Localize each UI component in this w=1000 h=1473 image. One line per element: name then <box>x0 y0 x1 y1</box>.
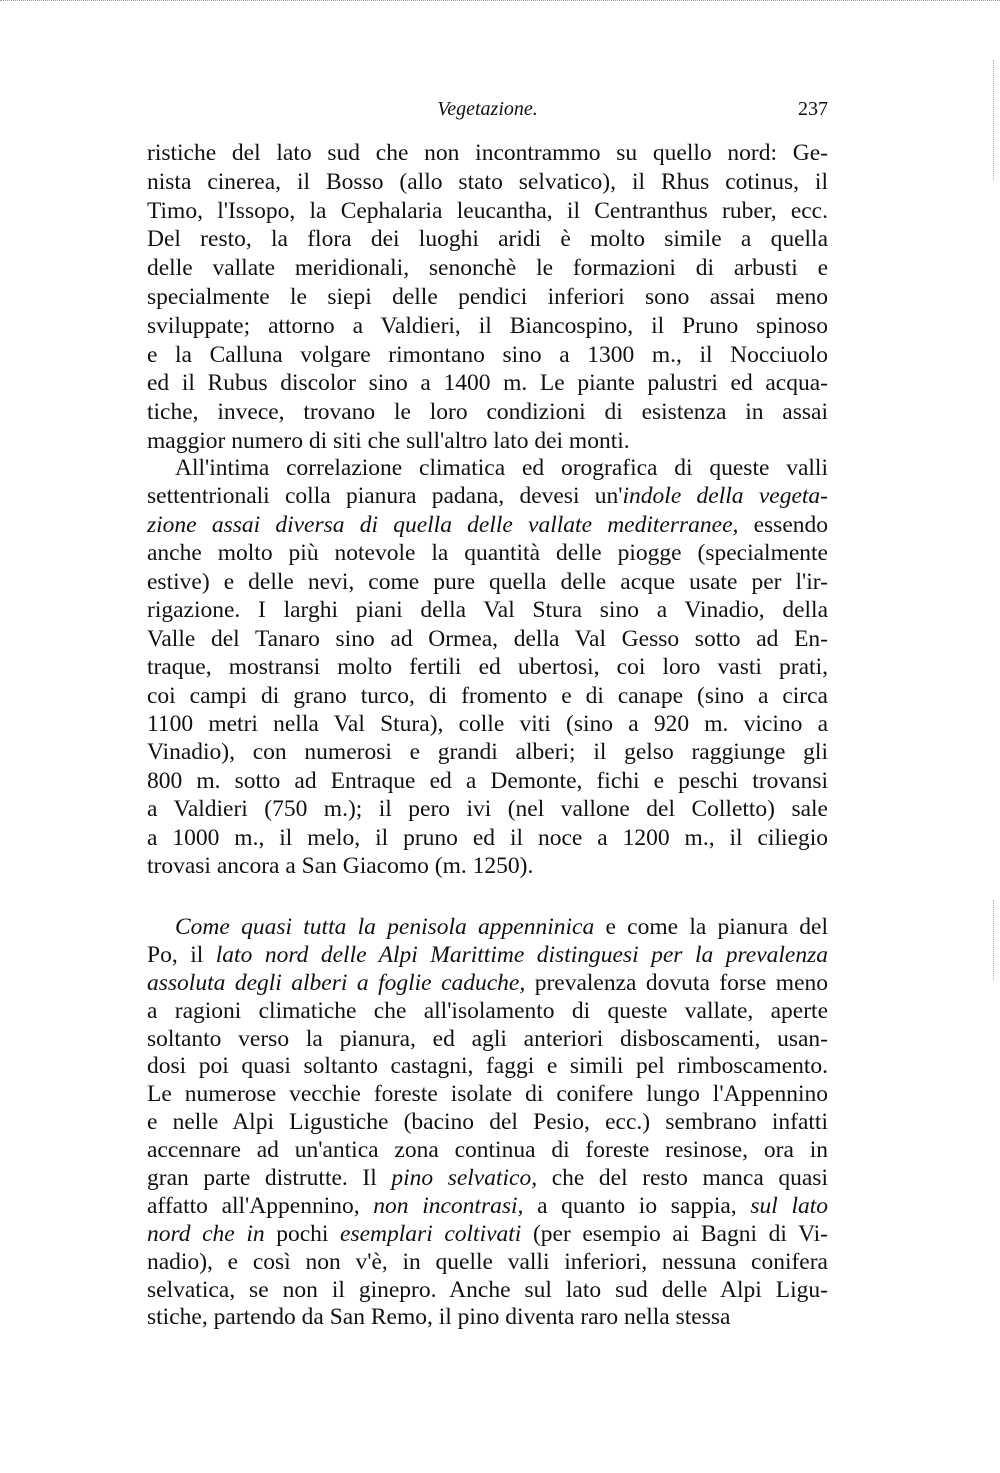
text-line <box>147 998 828 1026</box>
page-header <box>147 98 828 128</box>
text: Le numerose vecchie foreste isolate di conifere lungo l'Appennino <box>147 1081 828 1108</box>
text: estive) e delle nevi, come pure quella delle acque usate per l'ir- <box>147 568 828 595</box>
text: che del resto manca quasi <box>537 1165 828 1192</box>
text: dosi poi quasi soltanto castagni, faggi e simili pel rimboscamento. <box>147 1053 828 1080</box>
text-line <box>147 168 828 197</box>
text: trovasi ancora a San Giacomo (m. 1250). <box>147 853 534 880</box>
italic-text: nord che in <box>147 1220 265 1247</box>
text-line <box>147 970 828 998</box>
text: a 1000 m., il melo, il pruno ed il noce a 1200 m., il ciliegio <box>147 824 828 851</box>
text-line <box>147 254 828 283</box>
text: traque, mostransi molto fertili ed ubertosi, coi loro vasti prati, <box>147 654 828 681</box>
text: 1100 metri nella Val Stura), colle viti (sino a 920 m. vicino a <box>147 710 828 737</box>
paragraph <box>147 139 828 456</box>
scan-edge <box>0 0 1000 5</box>
text-line <box>147 1026 828 1054</box>
text: maggior numero di siti che sull'altro lato dei monti. <box>147 427 630 454</box>
text-line <box>147 398 828 427</box>
paragraph <box>147 454 828 881</box>
text-line <box>147 454 828 482</box>
italic-text: sul lato <box>750 1192 828 1219</box>
text: (per esempio ai Bagni di Vi- <box>521 1220 828 1247</box>
text-line <box>147 767 828 795</box>
text-line <box>147 914 828 942</box>
italic-text: pino selvatico, <box>391 1165 538 1192</box>
text: e nelle Alpi Ligustiche (bacino del Pesio, ecc.) sembrano infatti <box>147 1109 828 1136</box>
text: All'intima correlazione climatica ed orografica di queste valli <box>175 455 828 481</box>
text-line <box>147 369 828 398</box>
text: soltanto verso la pianura, ed agli anteriori disboscamenti, usan- <box>147 1025 828 1052</box>
text: nista cinerea, il Bosso (allo stato selvatico), il Rhus cotinus, il <box>147 168 828 195</box>
text-line <box>147 283 828 312</box>
text-line <box>147 568 828 596</box>
italic-text: esemplari coltivati <box>340 1220 522 1247</box>
text-line <box>147 596 828 624</box>
text-line <box>147 427 828 456</box>
text: e come la pianura del <box>594 914 828 940</box>
text: tiche, invece, trovano le loro condizioni di esistenza in assai <box>147 399 828 426</box>
text: ed il Rubus discolor sino a 1400 m. Le piante palustri ed acqua- <box>147 370 828 397</box>
text: sviluppate; attorno a Valdieri, il Biancospino, il Pruno spinoso <box>147 312 828 339</box>
scan-margin-noise <box>989 900 994 980</box>
running-title: Vegetazione. <box>437 98 538 120</box>
text: Del resto, la flora dei luoghi aridi è molto simile a quella <box>147 226 828 253</box>
italic-text: assoluta degli alberi a foglie caduche, <box>147 969 526 996</box>
text-line <box>147 197 828 226</box>
text-line <box>147 1304 828 1332</box>
text-line <box>147 482 828 510</box>
text-line <box>147 682 828 710</box>
text-line <box>147 1221 828 1249</box>
text-line <box>147 1165 828 1193</box>
scan-margin-noise <box>989 60 994 180</box>
text-line <box>147 1053 828 1081</box>
text: Valle del Tanaro sino ad Ormea, della Val Gesso sotto ad En- <box>147 625 828 652</box>
text: pochi <box>264 1220 341 1247</box>
text-line <box>147 1249 828 1277</box>
italic-text: zione assai diversa di quella delle vallate mediterranee, <box>147 511 739 538</box>
italic-text: lato nord delle Alpi Marittime distinguesi per la prevalenza <box>215 941 828 968</box>
text-line <box>147 225 828 254</box>
text-line <box>147 1193 828 1221</box>
text-line <box>147 511 828 539</box>
text-line <box>147 1081 828 1109</box>
text: affatto all'Appennino, <box>147 1192 374 1219</box>
text-line <box>147 1137 828 1165</box>
italic-text: indole della vegeta- <box>622 483 828 510</box>
text-line <box>147 139 828 168</box>
text: specialmente le siepi delle pendici inferiori sono assai meno <box>147 283 828 310</box>
text-line <box>147 1277 828 1305</box>
text-line <box>147 795 828 823</box>
text: essendo <box>738 511 829 538</box>
text: Po, il <box>147 941 216 968</box>
text: settentrionali colla pianura padana, devesi un' <box>147 483 623 510</box>
text: Timo, l'Issopo, la Cephalaria leucantha, il Centranthus ruber, ecc. <box>147 197 828 224</box>
text: rigazione. I larghi piani della Val Stura sino a Vinadio, della <box>147 597 828 624</box>
text: accennare ad un'antica zona continua di foreste resinose, ora in <box>147 1137 828 1164</box>
text-line <box>147 852 828 880</box>
text: e la Calluna volgare rimontano sino a 1300 m., il Nocciuolo <box>147 341 828 368</box>
text-line <box>147 1109 828 1137</box>
text: 800 m. sotto ad Entraque ed a Demonte, fichi e peschi trovansi <box>147 767 828 794</box>
text: stiche, partendo da San Remo, il pino diventa raro nella stessa <box>147 1304 731 1331</box>
text-line <box>147 710 828 738</box>
text-line <box>147 539 828 567</box>
text: selvatica, se non il ginepro. Anche sul lato sud delle Alpi Ligu- <box>147 1276 828 1303</box>
text: a quanto io sappia, <box>523 1192 751 1219</box>
paragraph <box>147 914 828 1332</box>
text: nadio), e così non v'è, in quelle valli inferiori, nessuna conifera <box>147 1248 828 1275</box>
text: coi campi di grano turco, di fromento e di canape (sino a circa <box>147 682 828 709</box>
text-line <box>147 653 828 681</box>
text: gran parte distrutte. Il <box>147 1165 392 1192</box>
text: a ragioni climatiche che all'isolamento di queste vallate, aperte <box>147 997 828 1024</box>
text-line <box>147 824 828 852</box>
text: Vinadio), con numerosi e grandi alberi; il gelso raggiunge gli <box>147 739 828 766</box>
italic-text: Come quasi tutta la penisola appenninica <box>175 914 595 940</box>
text-line <box>147 312 828 341</box>
text: prevalenza dovuta forse meno <box>525 969 828 996</box>
text-line <box>147 942 828 970</box>
text: delle vallate meridionali, senonchè le formazioni di arbusti e <box>147 255 828 282</box>
text: anche molto più notevole la quantità delle piogge (specialmente <box>147 540 828 567</box>
text-line <box>147 341 828 370</box>
italic-text: non incontrasi, <box>373 1192 524 1219</box>
page-number: 237 <box>798 98 828 120</box>
text: ristiche del lato sud che non incontrammo su quello nord: Ge- <box>147 140 828 166</box>
text-line <box>147 625 828 653</box>
text: a Valdieri (750 m.); il pero ivi (nel vallone del Colletto) sale <box>147 796 828 823</box>
text-line <box>147 738 828 766</box>
